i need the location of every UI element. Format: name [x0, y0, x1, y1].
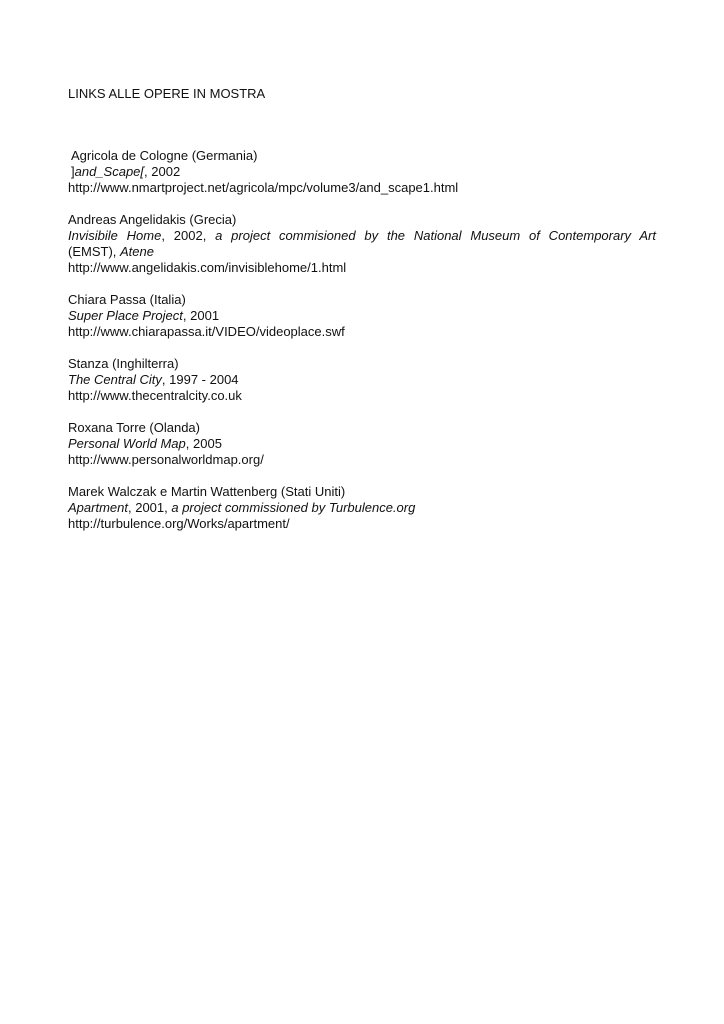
artwork-entry	[68, 292, 656, 340]
work-year: , 2002,	[161, 228, 216, 243]
artist-name: Andreas Angelidakis (Grecia)	[68, 212, 237, 227]
artwork-entry	[68, 356, 656, 404]
work-url-link[interactable]: http://www.angelidakis.com/invisiblehome/1.html	[68, 260, 347, 275]
artist-name: Agricola de Cologne (Germania)	[71, 148, 258, 163]
work-line	[68, 164, 656, 180]
work-url-link[interactable]: http://www.chiarapassa.it/VIDEO/videoplace.swf	[68, 324, 345, 339]
artwork-entry	[68, 484, 656, 532]
work-line	[68, 308, 656, 324]
work-url-link[interactable]: http://www.thecentralcity.co.uk	[68, 388, 242, 403]
work-title: Invisibile Home	[68, 228, 162, 243]
work-line	[68, 500, 656, 516]
work-note: a project commisioned by the National Museum of Contemporary Art	[215, 228, 656, 243]
work-note-plain: (EMST),	[68, 244, 120, 259]
work-line	[68, 372, 656, 388]
work-note-city: Atene	[120, 244, 154, 259]
artwork-entry	[68, 212, 656, 276]
artwork-entry	[68, 420, 656, 468]
work-year: , 2001	[182, 308, 220, 323]
work-note: a project commissioned by Turbulence.org	[171, 500, 416, 515]
work-url-link[interactable]: http://turbulence.org/Works/apartment/	[68, 516, 290, 531]
work-line	[68, 436, 656, 452]
artwork-list	[68, 148, 656, 548]
artist-name: Marek Walczak e Martin Wattenberg (Stati Uniti)	[68, 484, 346, 499]
work-url-link[interactable]: http://www.nmartproject.net/agricola/mpc/volume3/and_scape1.html	[68, 180, 459, 195]
work-year: , 2005	[185, 436, 222, 451]
work-title: The Central City	[68, 372, 162, 387]
work-title: Personal World Map	[68, 436, 186, 451]
work-line	[68, 228, 656, 244]
work-url-link[interactable]: http://www.personalworldmap.org/	[68, 452, 264, 467]
work-prefix: ]	[71, 164, 75, 179]
work-title: Apartment	[68, 500, 128, 515]
artist-name: Chiara Passa (Italia)	[68, 292, 186, 307]
work-title: and_Scape[	[74, 164, 145, 179]
work-year: , 2001,	[127, 500, 172, 515]
work-title: Super Place Project	[68, 308, 183, 323]
work-year: , 2002	[144, 164, 181, 179]
document-title: LINKS ALLE OPERE IN MOSTRA	[68, 86, 266, 101]
work-year: , 1997 - 2004	[161, 372, 239, 387]
artist-name: Stanza (Inghilterra)	[68, 356, 179, 371]
work-note-continued	[68, 244, 656, 260]
artwork-entry	[68, 148, 656, 196]
artist-name: Roxana Torre (Olanda)	[68, 420, 200, 435]
